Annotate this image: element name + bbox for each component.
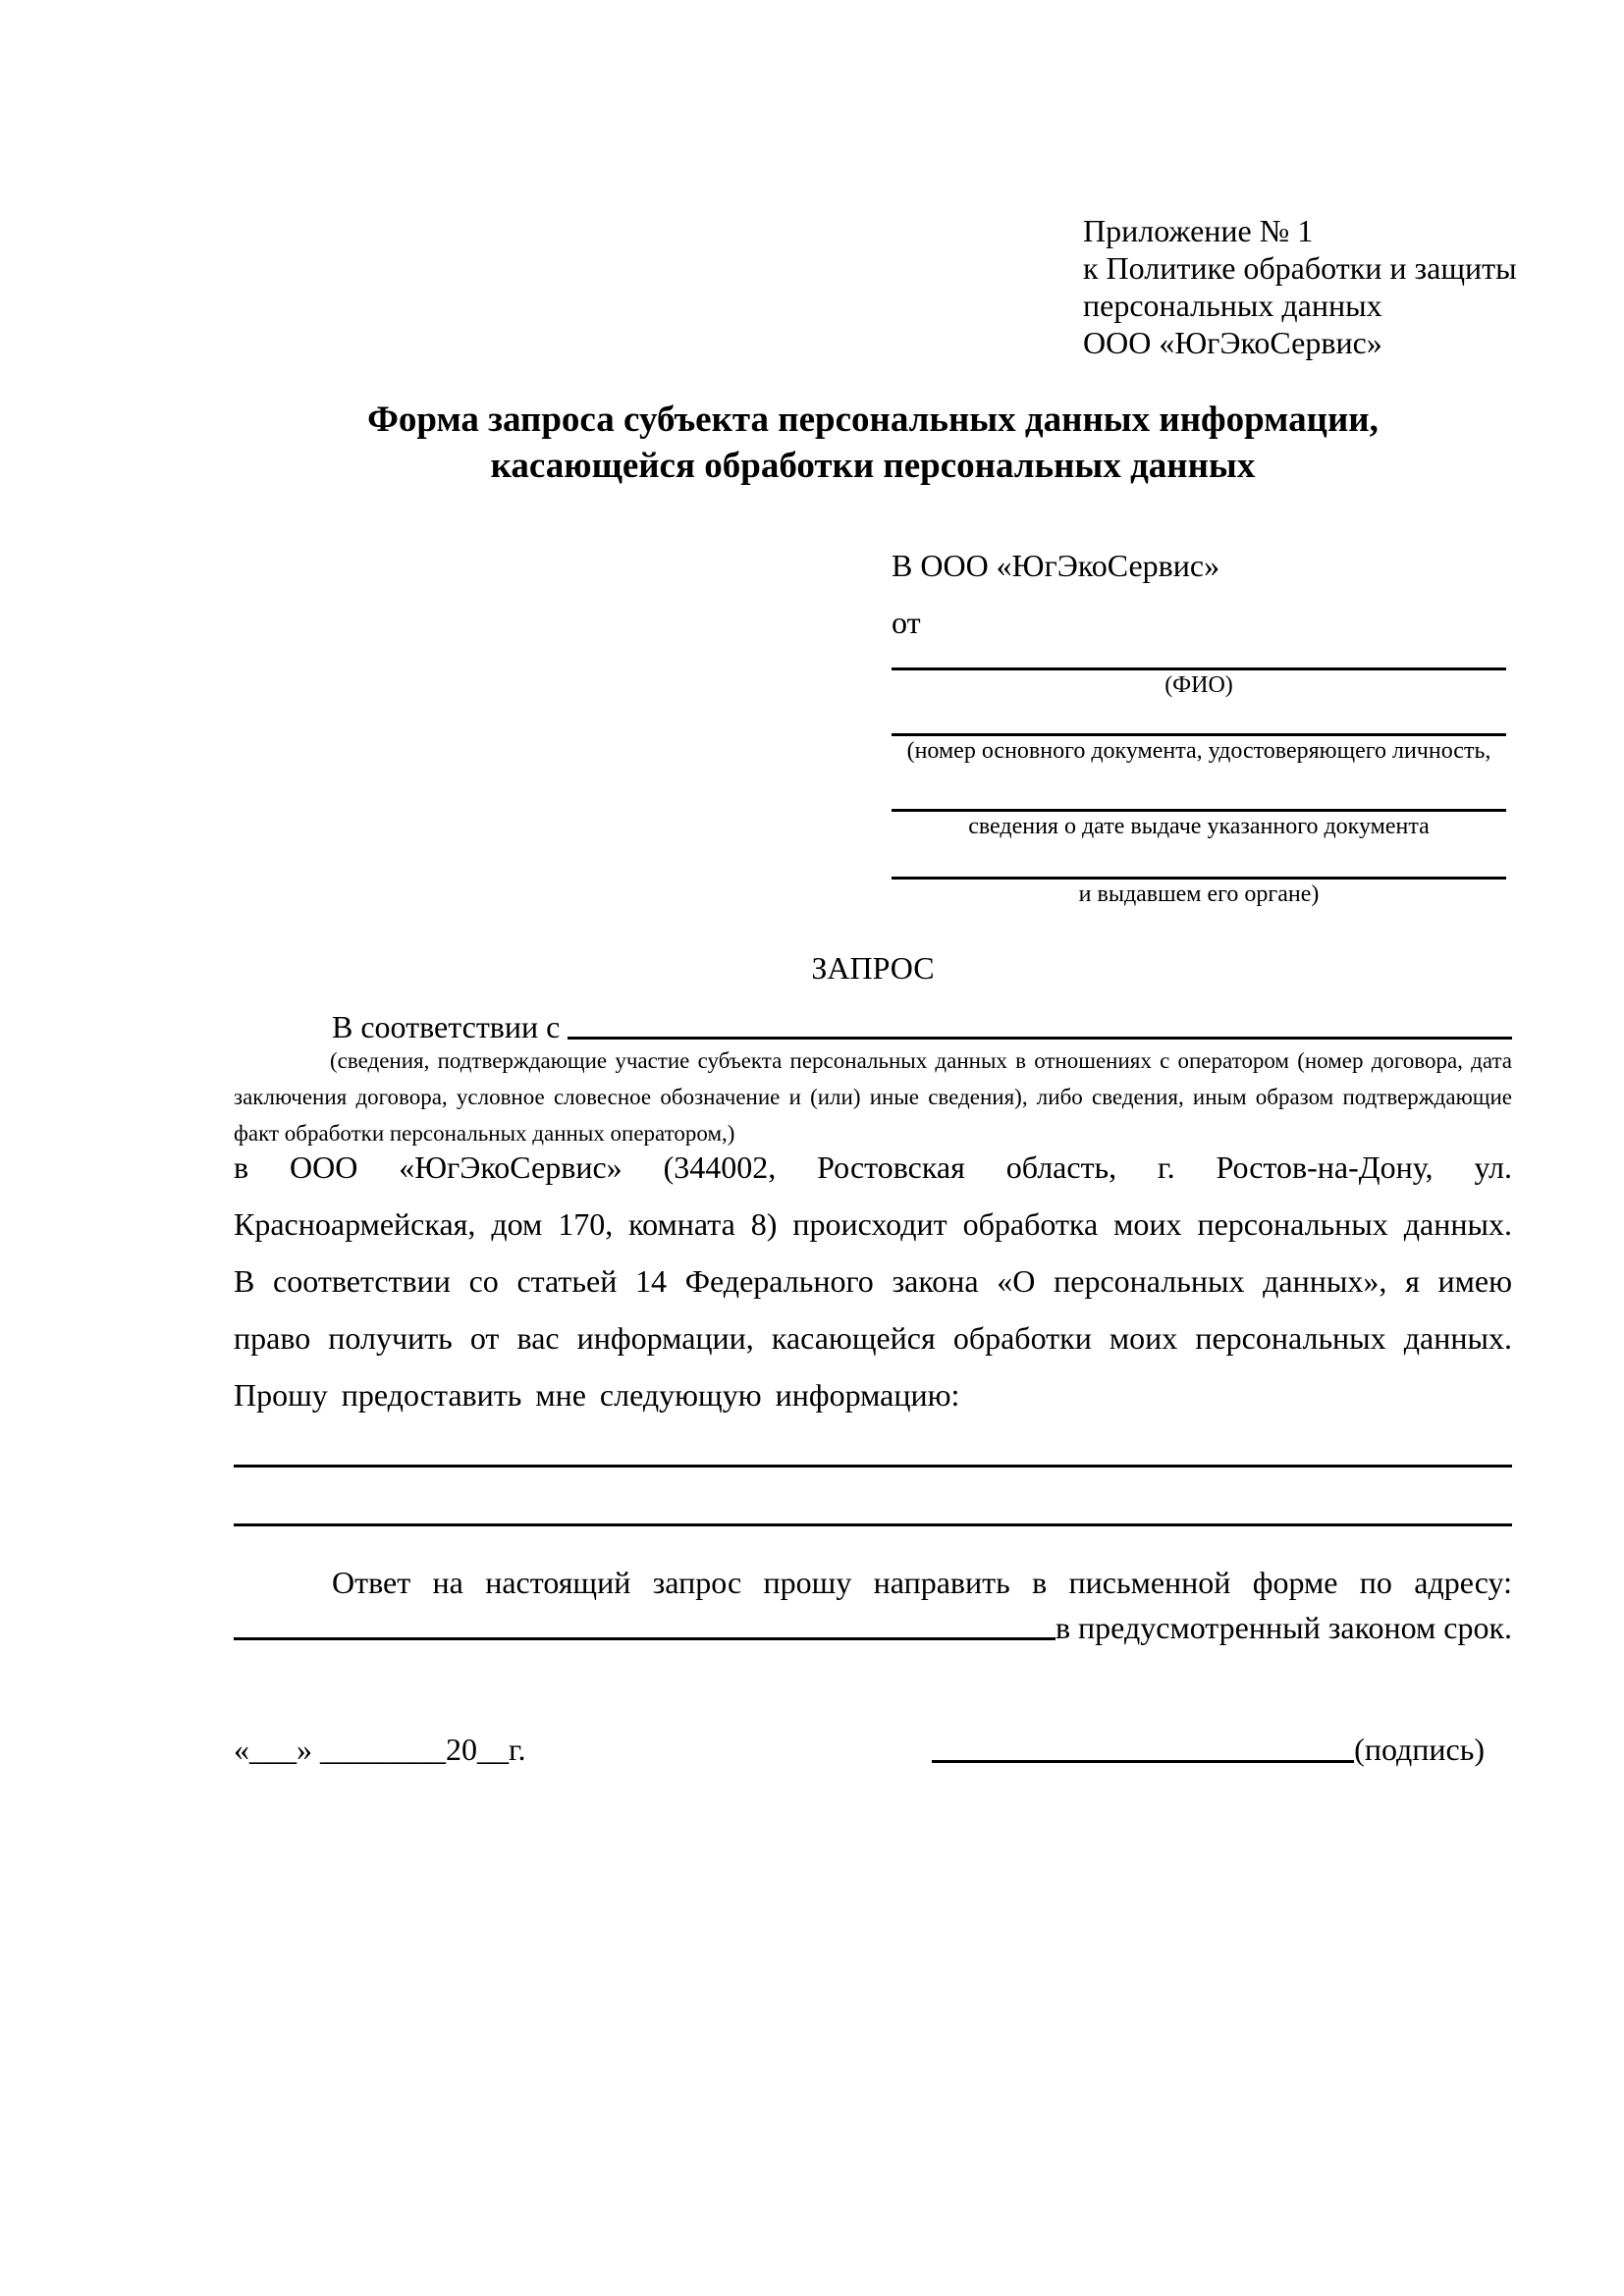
response-address-row bbox=[234, 1608, 1512, 1647]
address-fill-line bbox=[234, 1608, 1056, 1640]
basis-row bbox=[234, 1007, 1512, 1046]
document-title-wrap bbox=[234, 397, 1512, 489]
signature-fill-line bbox=[932, 1728, 1354, 1763]
appendix-note-line: к Политике обработки и защиты bbox=[1083, 250, 1517, 286]
addressee-block bbox=[892, 546, 1506, 907]
signature-group bbox=[932, 1728, 1485, 1771]
issuing-authority-caption: и выдавшем его органе) bbox=[1078, 881, 1320, 907]
document-title: Форма запроса субъекта персональных данных информации, касающейся обработки персональных данных bbox=[367, 400, 1379, 486]
response-suffix-text: в предусмотренный законом срок. bbox=[1055, 1610, 1512, 1645]
fio-caption: (ФИО) bbox=[1164, 672, 1233, 698]
date-fill-text: «___» ________20__г. bbox=[234, 1732, 526, 1767]
basis-fill-line bbox=[568, 1007, 1512, 1040]
fio-field bbox=[892, 667, 1506, 698]
info-fill-line-1 bbox=[234, 1465, 1512, 1468]
info-fill-line-2 bbox=[234, 1523, 1512, 1526]
issuing-authority-field bbox=[892, 877, 1506, 907]
issue-date-field bbox=[892, 809, 1506, 839]
document-number-caption: (номер основного документа, удостоверяющего личность, bbox=[906, 738, 1491, 764]
body-paragraph: в ООО «ЮгЭкоСервис» (344002, Ростовская область, г. Ростов-на-Дону, ул. Красноармейская, дом 170, комната 8) происходит обработка моих персональных данных. В соответствии со статьей 14 Федерального закона «О персональных данных», я имею право получить от вас информации, касающейся обработки моих персональных данных. Прошу предоставить мне следующую информацию: bbox=[234, 1149, 1512, 1413]
appendix-note-line: Приложение № 1 bbox=[1083, 213, 1314, 248]
issue-date-caption: сведения о дате выдаче указанного документа bbox=[968, 814, 1430, 839]
addressee-organization: В ООО «ЮгЭкоСервис» bbox=[892, 548, 1220, 583]
request-heading: ЗАПРОС bbox=[811, 950, 935, 986]
addressee-from-label: от bbox=[892, 605, 921, 640]
signature-caption: (подпись) bbox=[1354, 1732, 1485, 1767]
appendix-note bbox=[1083, 212, 1520, 361]
response-paragraph: Ответ на настоящий запрос прошу направить в письменной форме по адресу: bbox=[332, 1565, 1512, 1600]
basis-lead-text: В соответствии с bbox=[332, 1009, 561, 1044]
appendix-note-line: персональных данных bbox=[1083, 288, 1382, 323]
basis-footnote: (сведения, подтверждающие участие субъекта персональных данных в отношениях с оператором (номер договора, дата заключения договора, условное словесное обозначение и (или) иные сведения), либо сведения, иным образом подтверждающие факт обработки персональных данных оператором,) bbox=[234, 1048, 1512, 1146]
document-number-field bbox=[892, 733, 1506, 764]
signature-row bbox=[234, 1728, 1512, 1771]
appendix-note-line: ООО «ЮгЭкоСервис» bbox=[1083, 325, 1382, 360]
